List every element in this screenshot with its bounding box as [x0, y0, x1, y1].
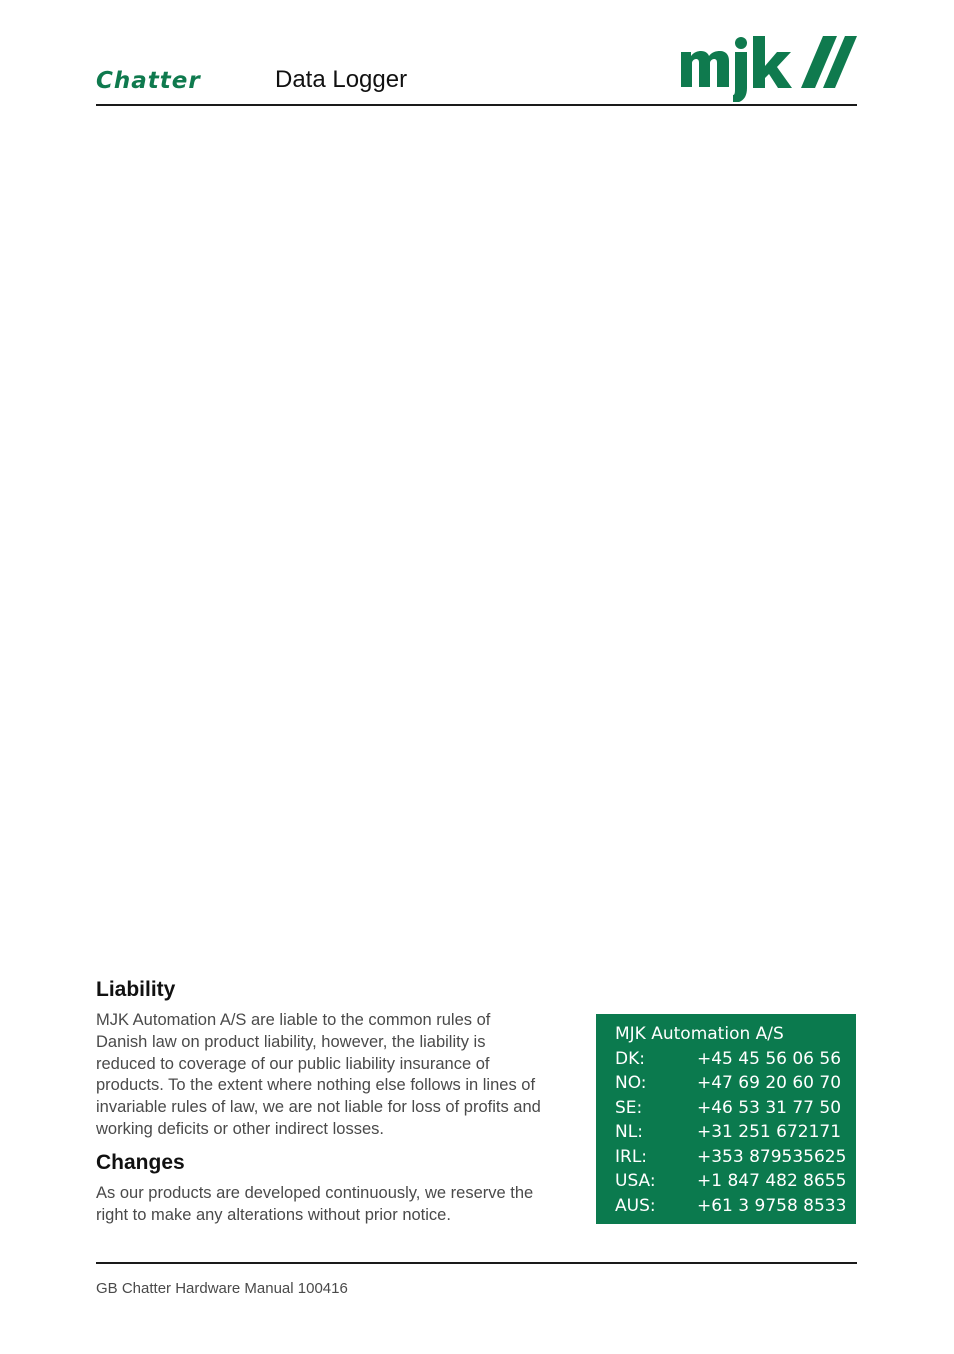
contact-row: [615, 1071, 856, 1096]
liability-heading: Liability: [96, 978, 176, 1001]
contact-country: NL:: [615, 1122, 643, 1142]
contact-phone: +47 69 20 60 70: [697, 1073, 842, 1093]
contact-phone: +46 53 31 77 50: [697, 1097, 842, 1118]
contact-phone: +45 45 56 06 56: [697, 1048, 842, 1069]
contact-box: [596, 1014, 856, 1224]
contact-row: [615, 1169, 856, 1194]
contact-row: [615, 1047, 856, 1072]
contact-row: [615, 1096, 856, 1121]
contact-country: AUS:: [615, 1195, 656, 1216]
contact-row: [615, 1145, 856, 1170]
chatter-logo: Chatter: [96, 68, 201, 94]
contact-country: USA:: [615, 1171, 656, 1191]
contact-phone: +31 251 672171: [697, 1122, 842, 1142]
page-header: [96, 30, 857, 106]
header-divider: [96, 104, 857, 106]
changes-text: As our products are developed continuously, we reserve the right to make any alterations without prior notice.: [96, 1184, 534, 1224]
contact-country: NO:: [615, 1073, 647, 1093]
mjk-logo: [677, 32, 857, 102]
contact-country: SE:: [615, 1097, 643, 1118]
document-title: Data Logger: [275, 66, 408, 93]
footer-divider: [96, 1262, 857, 1264]
contact-phone: +61 3 9758 8533: [697, 1195, 847, 1216]
contact-row: [615, 1194, 856, 1219]
changes-heading: Changes: [96, 1151, 185, 1174]
contact-phone: +353 879535625: [697, 1146, 847, 1167]
liability-section: [96, 976, 546, 1141]
liability-text: MJK Automation A/S are liable to the common rules of Danish law on product liability, however, the liability is reduced to coverage of our public liability insurance of products. To the extent where nothing else follows in lines of invariable rules of law, we are not liable for loss of profits and working deficits or other indirect losses.: [96, 1011, 541, 1138]
contact-row: [615, 1120, 856, 1145]
contact-company: MJK Automation A/S: [615, 1024, 784, 1044]
contact-phone: +1 847 482 8655: [697, 1171, 847, 1191]
changes-section: [96, 1149, 546, 1227]
contact-country: DK:: [615, 1048, 645, 1069]
contact-country: IRL:: [615, 1146, 648, 1167]
footer-text: GB Chatter Hardware Manual 100416: [96, 1280, 348, 1297]
